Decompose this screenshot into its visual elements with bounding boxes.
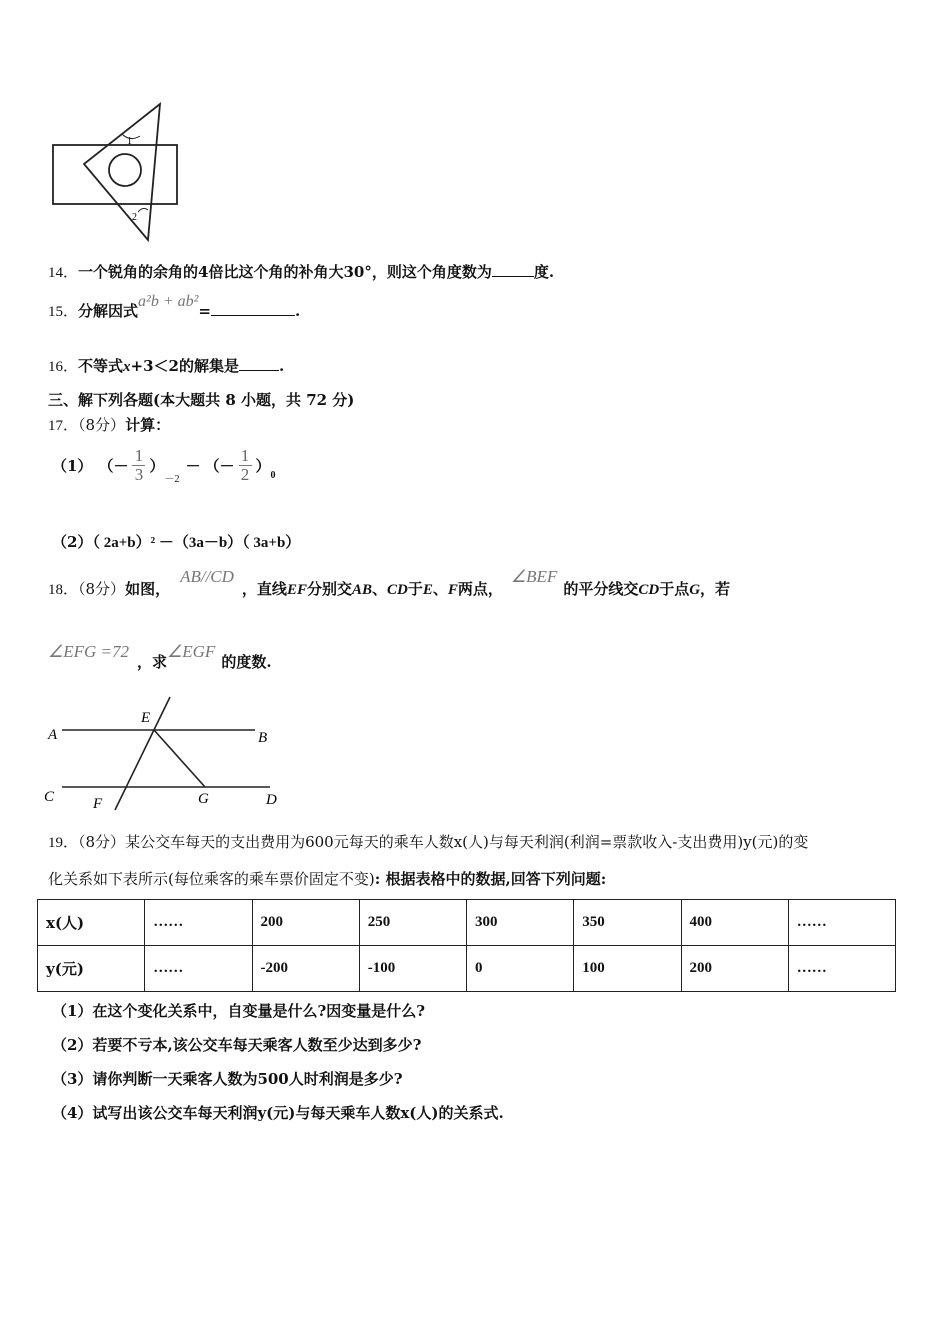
- table-cell: ……: [788, 900, 895, 946]
- point-label-c: C: [44, 789, 55, 805]
- q13-figure: [48, 100, 188, 245]
- point-label-d: D: [266, 792, 277, 808]
- table-cell: x(人): [38, 900, 145, 946]
- point-label-b: B: [258, 730, 268, 746]
- table-cell: -200: [252, 946, 359, 992]
- table-cell: ……: [145, 946, 252, 992]
- table-cell: 200: [681, 946, 788, 992]
- q19-sub-3: （3）请你判断一天乘客人数为500人时利润是多少?: [52, 1070, 403, 1088]
- q19-sub-2: （2）若要不亏本,该公交车每天乘客人数至少达到多少?: [52, 1036, 422, 1054]
- table-cell: ……: [788, 946, 895, 992]
- answer-blank[interactable]: [239, 370, 279, 371]
- q19-sub-1: （1）在这个变化关系中，自变量是什么?因变量是什么?: [52, 1002, 426, 1020]
- line-eg: [154, 730, 205, 787]
- rectangle-shape: [53, 145, 177, 204]
- q18-figure: [40, 695, 290, 815]
- table-cell: 400: [681, 900, 788, 946]
- table-cell: -100: [359, 946, 466, 992]
- point-label-f: F: [93, 796, 103, 812]
- data-table: [37, 899, 896, 992]
- circle-shape: [109, 154, 141, 186]
- point-label-e: E: [141, 710, 151, 726]
- q17-part-2: （2）（ 2a+b）² －（3a－b）（ 3a+b）: [52, 533, 301, 551]
- q17-part-1: （1） （－ $\frac{1}{3}$ ） $_{-2}$ － （－ $\frac{1}{2}$ ） $_0$: [52, 446, 276, 485]
- point-label-a: A: [48, 727, 58, 743]
- question-18-line1: 18．（8分）如图，AB//CD，直线EF分别交AB、CD于E、F两点，∠BEF的平分线交CD于点G，若: [48, 567, 731, 598]
- factor-expression: a²b + ab²: [138, 293, 199, 310]
- table-row: [38, 900, 896, 946]
- question-19-line2: 化关系如下表所示(每位乘客的乘车票价固定不变): 根据表格中的数据,回答下列问题:: [48, 870, 607, 888]
- point-label-g: G: [198, 791, 209, 807]
- table-row: [38, 946, 896, 992]
- question-17: 17．（8分）计算：: [48, 416, 171, 434]
- table-cell: y(元): [38, 946, 145, 992]
- answer-blank[interactable]: [492, 276, 534, 277]
- question-15: 15．分解因式a²b + ab²= .: [48, 293, 301, 320]
- table-cell: 250: [359, 900, 466, 946]
- triangle-shape: [84, 104, 160, 240]
- fraction-one-half: $\frac{1}{2}$: [239, 447, 252, 484]
- answer-blank[interactable]: [211, 315, 295, 316]
- fraction-one-third: $\frac{1}{3}$: [132, 447, 145, 484]
- table-cell: 0: [467, 946, 574, 992]
- table-cell: 100: [574, 946, 681, 992]
- section-3-heading: 三、解下列各题(本大题共 8 小题，共 72 分): [48, 391, 355, 409]
- q19-sub-4: （4）试写出该公交车每天利润y(元)与每天乘车人数x(人)的关系式.: [52, 1104, 504, 1122]
- question-16: 16．不等式x+3＜2的解集是 .: [48, 357, 285, 375]
- fig-label-2: 2: [132, 212, 137, 223]
- angle2-arc: [138, 208, 148, 212]
- question-19-line1: 19．（8分）某公交车每天的支出费用为600元每天的乘车人数x(人)与每天利润(利润=票款收入-支出费用)y(元)的变: [48, 833, 809, 851]
- fig-label-1: 1: [127, 136, 132, 147]
- table-cell: ……: [145, 900, 252, 946]
- question-14: 14．一个锐角的余角的4倍比这个角的补角大30°，则这个角度数为 度.: [48, 263, 555, 281]
- table-cell: 350: [574, 900, 681, 946]
- table-cell: 200: [252, 900, 359, 946]
- table-cell: 300: [467, 900, 574, 946]
- question-18-line2: ∠EFG =72，求∠EGF的度数.: [48, 642, 272, 671]
